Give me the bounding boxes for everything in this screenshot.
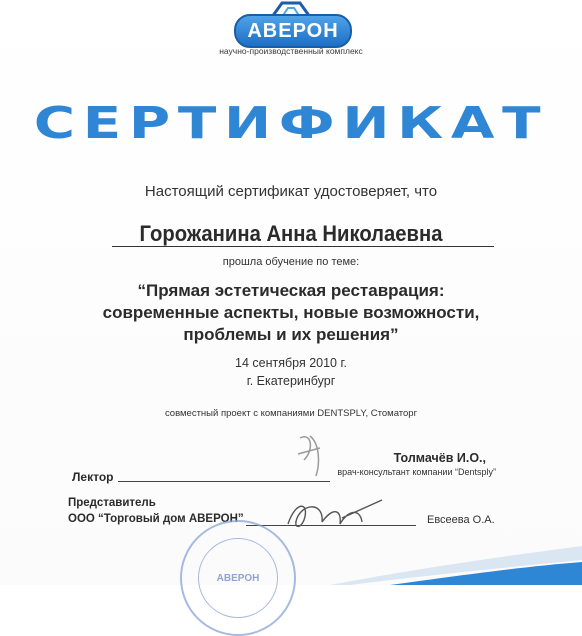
topic-line-2: современные аспекты, новые возможности,	[102, 303, 480, 322]
lector-title: врач-консультант компании “Dentsply”	[337, 467, 496, 477]
course-date: 14 сентября 2010 г.	[235, 356, 347, 370]
stamp-text: АВЕРОН	[216, 572, 260, 584]
topic-line-1: “Прямая эстетическая реставрация:	[137, 281, 445, 300]
representative-signature	[282, 494, 392, 540]
decorative-swoosh	[330, 540, 582, 585]
company-stamp	[180, 520, 296, 636]
course-city: г. Екатеринбург	[246, 374, 336, 388]
representative-name: Евсеева О.А.	[427, 514, 495, 526]
representative-label: Представитель	[68, 497, 156, 509]
joint-project-note: совместный проект с компаниями DENTSPLY, Стоматорг	[164, 408, 418, 419]
lector-signature-line	[118, 481, 330, 482]
lector-signature	[290, 430, 340, 480]
course-topic	[0, 280, 582, 346]
logo-brand-text: АВЕРОН	[234, 14, 352, 48]
lector-label: Лектор	[72, 470, 114, 484]
certificate-intro: Настоящий сертификат удостоверяет, что	[144, 183, 438, 200]
representative-company: ООО “Торговый дом АВЕРОН”	[68, 513, 244, 525]
topic-line-3: проблемы и их решения”	[183, 325, 399, 344]
logo-subtitle: научно-производственный комплекс	[219, 46, 363, 56]
person-name: Горожанина Анна Николаевна	[139, 221, 443, 246]
lector-name: Толмачёв И.О.,	[393, 451, 486, 465]
completed-label: прошла обучение по теме:	[222, 256, 360, 268]
name-underline	[112, 246, 494, 247]
certificate-title: СЕРТИФИКАТ	[33, 98, 549, 149]
stamp-inner-ring	[198, 538, 278, 618]
